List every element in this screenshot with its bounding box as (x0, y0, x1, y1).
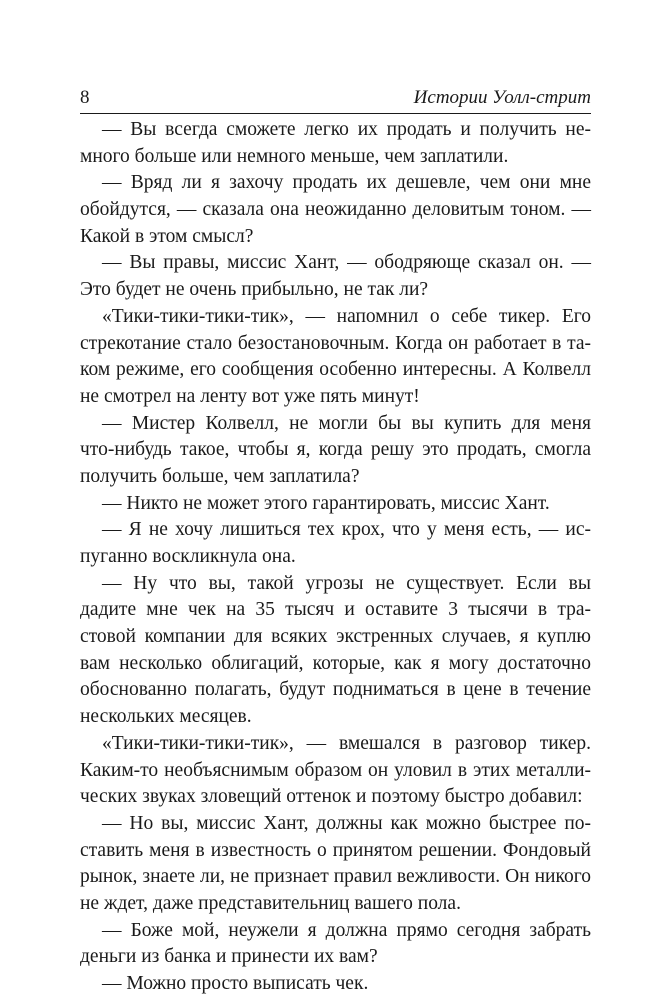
text-line: стовой компании для всяких экстренных случаев, я куплю (80, 626, 591, 648)
text-line: — Ну что вы, такой угрозы не существует. Если вы (102, 572, 591, 594)
text-line: Какой в этом смысл? (80, 225, 254, 247)
text-line: рынок, знаете ли, не признает правил вежливости. Он никого (80, 866, 591, 888)
page-number: 8 (80, 87, 90, 108)
text-line: — Можно просто выписать чек. (102, 973, 369, 994)
text-line: получить больше, чем заплатила? (80, 465, 360, 487)
paragraph (80, 731, 591, 811)
running-head (80, 88, 591, 114)
text-line: — Мистер Колвелл, не могли бы вы купить для меня (102, 412, 591, 434)
paragraph (80, 250, 591, 303)
text-line: Каким-то необъяснимым образом он уловил в этих металли- (80, 759, 591, 781)
text-line: — Вы правы, миссис Хант, — ободряюще сказал он. — (102, 252, 591, 274)
text-line: обоснованно полагать, будут подниматься в цене в течение (80, 679, 591, 701)
text-line: — Боже мой, неужели я должна прямо сегодня забрать (102, 919, 591, 941)
text-line: — Вы всегда сможете легко их продать и получить не- (102, 119, 591, 140)
text-line: нескольких месяцев. (80, 706, 252, 728)
text-line: Это будет не очень прибыльно, не так ли? (80, 279, 429, 301)
text-line: пуганно воскликнула она. (80, 546, 296, 567)
text-line: дадите мне чек на 35 тысяч и оставите 3 тысячи в тра- (80, 599, 591, 621)
text-line: обойдутся, — сказала она неожиданно деловитым тоном. — (80, 199, 591, 221)
text-line: ставить меня в известность о принятом решении. Фондовый (80, 839, 591, 861)
paragraph (80, 170, 591, 250)
text-line: ком режиме, его сообщения особенно интересны. А Колвелл (80, 359, 591, 381)
text-line: «Тики-тики-тики-тик», — вмешался в разговор тикер. (102, 732, 591, 754)
header-rule (80, 113, 591, 114)
paragraph (80, 304, 591, 411)
text-line: стрекотание стало безостановочным. Когда он работает в та- (80, 332, 591, 354)
text-body (80, 117, 591, 998)
paragraph (80, 411, 591, 491)
paragraph (80, 971, 591, 998)
paragraph (80, 491, 591, 518)
paragraph (80, 517, 591, 570)
paragraph (80, 117, 591, 170)
text-line: вам несколько облигаций, которые, как я могу достаточно (80, 652, 591, 674)
text-line: что-нибудь такое, чтобы я, когда решу это продать, смогла (80, 439, 591, 461)
text-line: ческих звуках зловещий оттенок и поэтому быстро добавил: (80, 786, 583, 808)
paragraph (80, 918, 591, 971)
paragraph (80, 811, 591, 918)
book-title: Истории Уолл-стрит (413, 87, 591, 108)
text-line: не смотрел на ленту вот уже пять минут! (80, 385, 420, 407)
text-line: деньги из банка и принести их вам? (80, 946, 378, 968)
text-line: — Но вы, миссис Хант, должны как можно быстрее по- (102, 812, 591, 834)
text-line: много больше или немного меньше, чем заплатили. (80, 145, 509, 167)
text-line: не ждет, даже представительниц вашего пола. (80, 892, 461, 914)
text-line: — Никто не может этого гарантировать, миссис Хант. (102, 492, 550, 514)
text-line: — Вряд ли я захочу продать их дешевле, чем они мне (102, 172, 591, 194)
text-line: — Я не хочу лишиться тех крох, что у меня есть, — ис- (102, 519, 591, 541)
text-line: «Тики-тики-тики-тик», — напомнил о себе тикер. Его (102, 305, 591, 327)
paragraph (80, 571, 591, 731)
